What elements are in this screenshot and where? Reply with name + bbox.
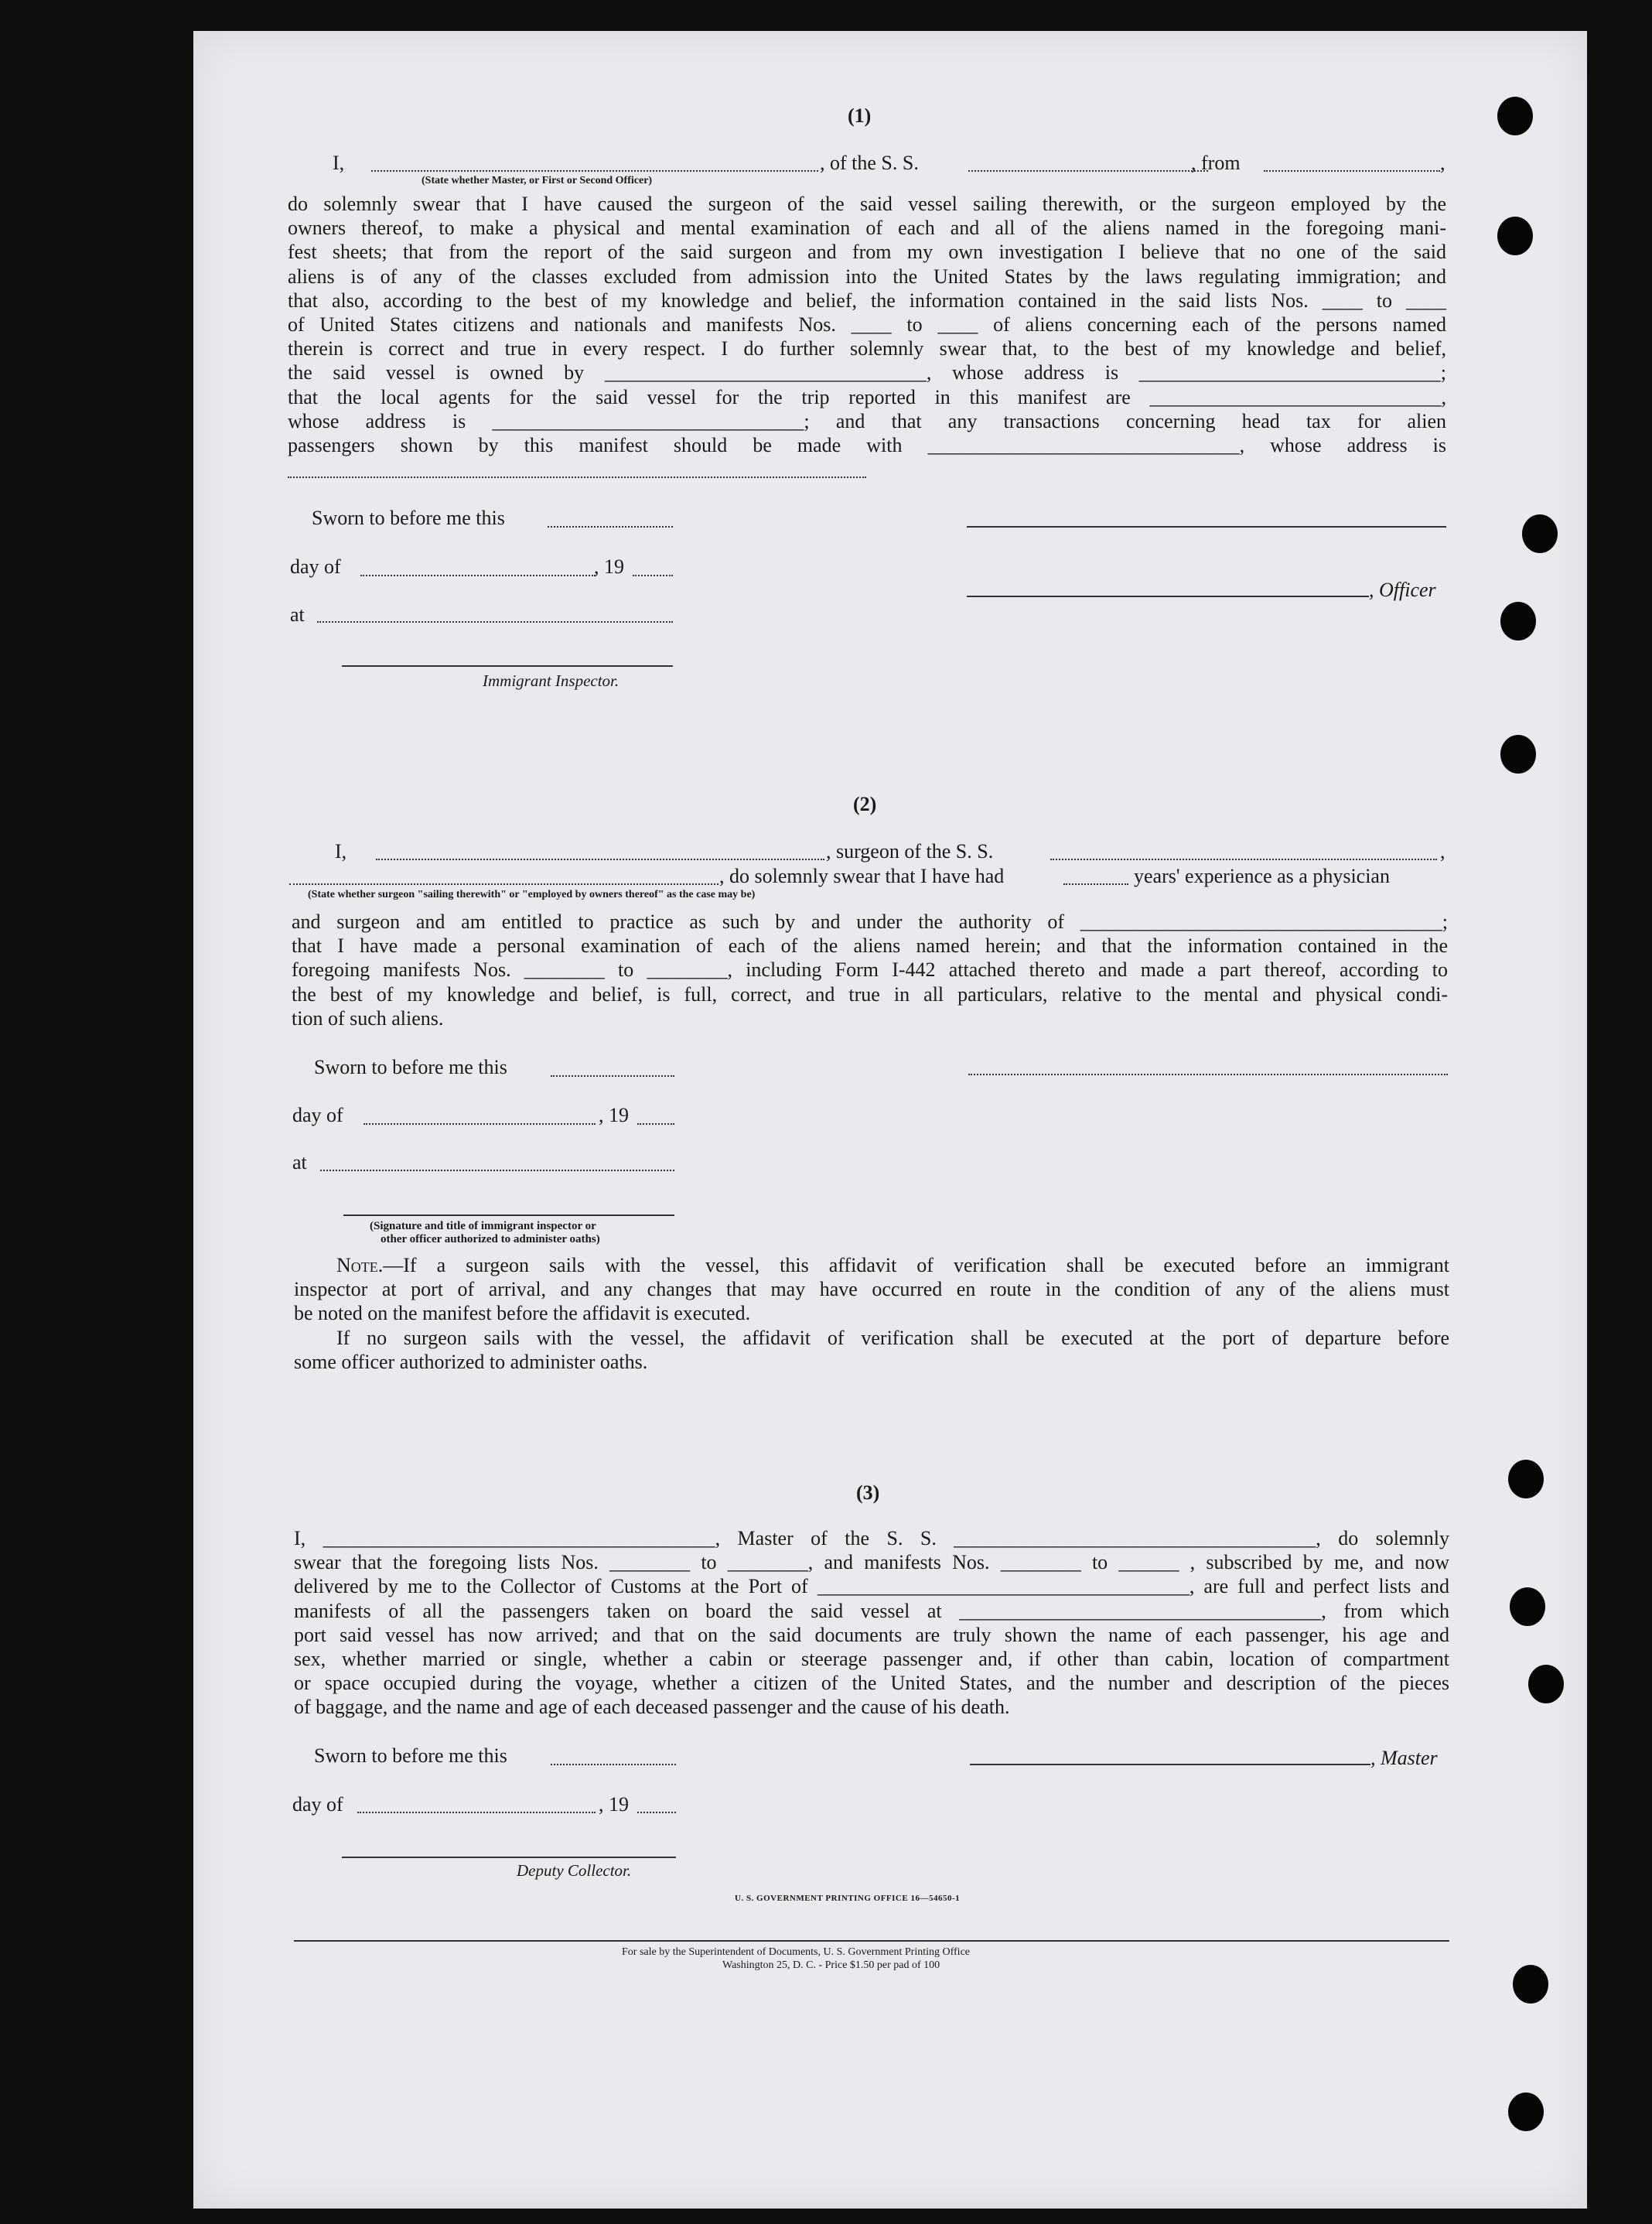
footer-divider <box>294 1940 1449 1942</box>
master-signature-line[interactable] <box>970 1764 1370 1765</box>
year-field[interactable] <box>637 1812 676 1813</box>
note-label: Note. <box>336 1254 384 1276</box>
from-port-field[interactable] <box>1264 170 1440 172</box>
agent-address-field[interactable] <box>288 477 866 478</box>
note-line <box>294 1253 1449 1277</box>
oath-1-i: I, <box>333 152 345 174</box>
oath-3-body <box>294 1526 1449 1720</box>
year-label: , 19 <box>599 1104 629 1126</box>
punch-hole <box>1500 735 1536 774</box>
section-3-number: (3) <box>856 1481 880 1504</box>
section-1-number: (1) <box>848 104 872 127</box>
sworn-day-field[interactable] <box>551 1764 676 1765</box>
note-text: —If a surgeon sails with the vessel, this affidavit of verification shall be executed before an immigrant <box>383 1254 1449 1276</box>
at-label: at <box>290 603 305 626</box>
year-label: , 19 <box>599 1793 629 1816</box>
body-line: whose address is _______________________________; and that any transactions concerning head tax for alien <box>288 409 1446 432</box>
surgeon-signature-line[interactable] <box>968 1074 1448 1075</box>
officer-label: , Officer <box>1369 579 1436 601</box>
body-line: the best of my knowledge and belief, is full, correct, and true in all particulars, relative to the mental and physical condi- <box>292 982 1448 1006</box>
body-line: that the local agents for the said vessel for the trip reported in this manifest are _____________________________, <box>288 385 1446 408</box>
year-field[interactable] <box>637 1123 674 1125</box>
body-line: and surgeon and am entitled to practice as such by and under the authority of ____________________________________; <box>292 910 1448 933</box>
oath-2-experience-label: , do solemnly swear that I have had <box>719 865 1005 887</box>
printing-office-imprint: U. S. GOVERNMENT PRINTING OFFICE 16—54650-1 <box>735 1894 961 1903</box>
body-line: or space occupied during the voyage, whether a citizen of the United States, and the number and description of the pieces <box>294 1672 1449 1695</box>
punch-hole <box>1497 217 1533 255</box>
master-label: , Master <box>1370 1747 1438 1769</box>
oath-1-ship-label: , of the S. S. <box>820 152 919 174</box>
surgeon-name-field[interactable] <box>376 859 824 860</box>
sale-notice-2: Washington 25, D. C. - Price $1.50 per pad of 100 <box>722 1959 940 1971</box>
day-of-label: day of <box>292 1793 343 1816</box>
body-line: aliens is of any of the classes excluded from admission into the United States by the laws regulating immigration; and <box>288 265 1446 288</box>
body-line: the said vessel is owned by ________________________________, whose address is ______________________________; <box>288 361 1446 384</box>
month-field[interactable] <box>357 1812 596 1813</box>
note-block <box>294 1253 1449 1374</box>
place-field[interactable] <box>317 621 673 623</box>
body-line: manifests of all the passengers taken on board the said vessel at ____________________________________, from which <box>294 1599 1449 1622</box>
body-line: port said vessel has now arrived; and that on the said documents are truly shown the name of each passenger, his age and <box>294 1623 1449 1646</box>
officer-title-line[interactable] <box>967 596 1369 597</box>
section-2-number: (2) <box>853 793 877 815</box>
body-line: sex, whether married or single, whether a cabin or steerage passenger and, if other than cabin, location of compartment <box>294 1648 1449 1671</box>
oath-2-i: I, <box>335 840 347 863</box>
oath-1-body <box>288 192 1446 457</box>
years-field[interactable] <box>1063 883 1128 885</box>
oath-2-physician-label: years' experience as a physician <box>1134 865 1390 887</box>
body-line: of United States citizens and nationals and manifests Nos. ____ to ____ of aliens concerning each of the persons named <box>288 313 1446 337</box>
collector-signature-line[interactable] <box>342 1857 676 1858</box>
punch-hole <box>1528 1665 1564 1703</box>
note-line: some officer authorized to administer oaths. <box>294 1350 648 1373</box>
body-line: therein is correct and true in every respect. I do further solemnly swear that, to the best of my knowledge and belief, <box>288 337 1446 360</box>
sworn-label: Sworn to before me this <box>314 1056 507 1078</box>
officer-signature-line[interactable] <box>967 526 1446 528</box>
punch-hole <box>1500 602 1536 641</box>
day-of-label: day of <box>292 1104 343 1126</box>
sworn-day-field[interactable] <box>551 1075 674 1077</box>
authority-caption-2: other officer authorized to administer oaths) <box>381 1233 600 1245</box>
inspector-caption: Immigrant Inspector. <box>483 671 620 690</box>
body-line: delivered by me to the Collector of Customs at the Port of _____________________________________, are full and perfect lists and <box>294 1575 1449 1598</box>
inspector-signature-line[interactable] <box>342 665 673 667</box>
body-line: swear that the foregoing lists Nos. ________ to ________, and manifests Nos. ________ to ______ , subscribed by me, and now <box>294 1551 1449 1574</box>
body-line: passengers shown by this manifest should be made with _______________________________, whose address is <box>288 434 1446 457</box>
sworn-day-field[interactable] <box>548 526 673 528</box>
authority-signature-line[interactable] <box>343 1214 674 1216</box>
body-line: that also, according to the best of my knowledge and belief, the information contained in the said lists Nos. ____ to ____ <box>288 289 1446 312</box>
sworn-label: Sworn to before me this <box>314 1744 507 1767</box>
place-field[interactable] <box>320 1170 674 1171</box>
authority-caption-1: (Signature and title of immigrant inspector or <box>370 1220 596 1232</box>
collector-caption: Deputy Collector. <box>517 1861 632 1880</box>
punch-hole <box>1513 1965 1548 2004</box>
punch-hole <box>1510 1587 1545 1626</box>
oath-1-from-label: , from <box>1191 152 1241 174</box>
sale-notice-1: For sale by the Superintendent of Documents, U. S. Government Printing Office <box>622 1946 970 1958</box>
year-field[interactable] <box>633 575 673 576</box>
month-field[interactable] <box>364 1123 596 1125</box>
punch-hole <box>1497 97 1533 135</box>
note-line: If no surgeon sails with the vessel, the affidavit of verification shall be executed at the port of departure before <box>336 1326 1449 1349</box>
sworn-label: Sworn to before me this <box>312 507 505 529</box>
punch-hole <box>1522 514 1558 553</box>
body-line: tion of such aliens. <box>292 1006 444 1030</box>
punch-hole <box>1508 2092 1544 2131</box>
oath-2-body <box>292 910 1448 1030</box>
note-line: be noted on the manifest before the affidavit is executed. <box>294 1302 751 1325</box>
body-line: that I have made a personal examination of each of the aliens named herein; and that the information contained in the <box>292 934 1448 958</box>
day-of-label: day of <box>290 555 341 578</box>
ship-name-field[interactable] <box>968 170 1208 172</box>
body-line: foregoing manifests Nos. ________ to ________, including Form I-442 attached thereto and made a part thereof, according to <box>292 958 1448 982</box>
body-line: of baggage, and the name and age of each deceased passenger and the cause of his death. <box>294 1696 1010 1719</box>
surgeon-status-caption: (State whether surgeon "sailing therewith" or "employed by owners thereof" as the case may be) <box>308 889 756 900</box>
note-line: inspector at port of arrival, and any changes that may have occurred en route in the condition of any of the aliens must <box>294 1278 1449 1301</box>
oath-1-comma: , <box>1440 152 1446 174</box>
month-field[interactable] <box>360 575 596 576</box>
at-label: at <box>292 1151 307 1173</box>
body-line: do solemnly swear that I have caused the surgeon of the said vessel sailing therewith, or the surgeon employed by the <box>288 193 1446 215</box>
rank-field[interactable] <box>371 170 818 172</box>
body-line: I, _______________________________________, Master of the S. S. ____________________________________, do solemnly <box>294 1527 1449 1549</box>
year-label: , 19 <box>594 555 624 578</box>
surgeon-status-field[interactable] <box>289 883 718 885</box>
rank-caption: (State whether Master, or First or Second Officer) <box>422 175 653 186</box>
surgeon-ship-field[interactable] <box>1050 859 1437 860</box>
punch-hole <box>1508 1460 1544 1498</box>
body-line: fest sheets; that from the report of the said surgeon and from my own investigation I believe that no one of the said <box>288 241 1446 264</box>
oath-2-comma: , <box>1440 840 1446 863</box>
oath-2-ship-label: , surgeon of the S. S. <box>826 840 994 863</box>
body-line: owners thereof, to make a physical and mental examination of each and all of the aliens named in the foregoing mani- <box>288 217 1446 240</box>
